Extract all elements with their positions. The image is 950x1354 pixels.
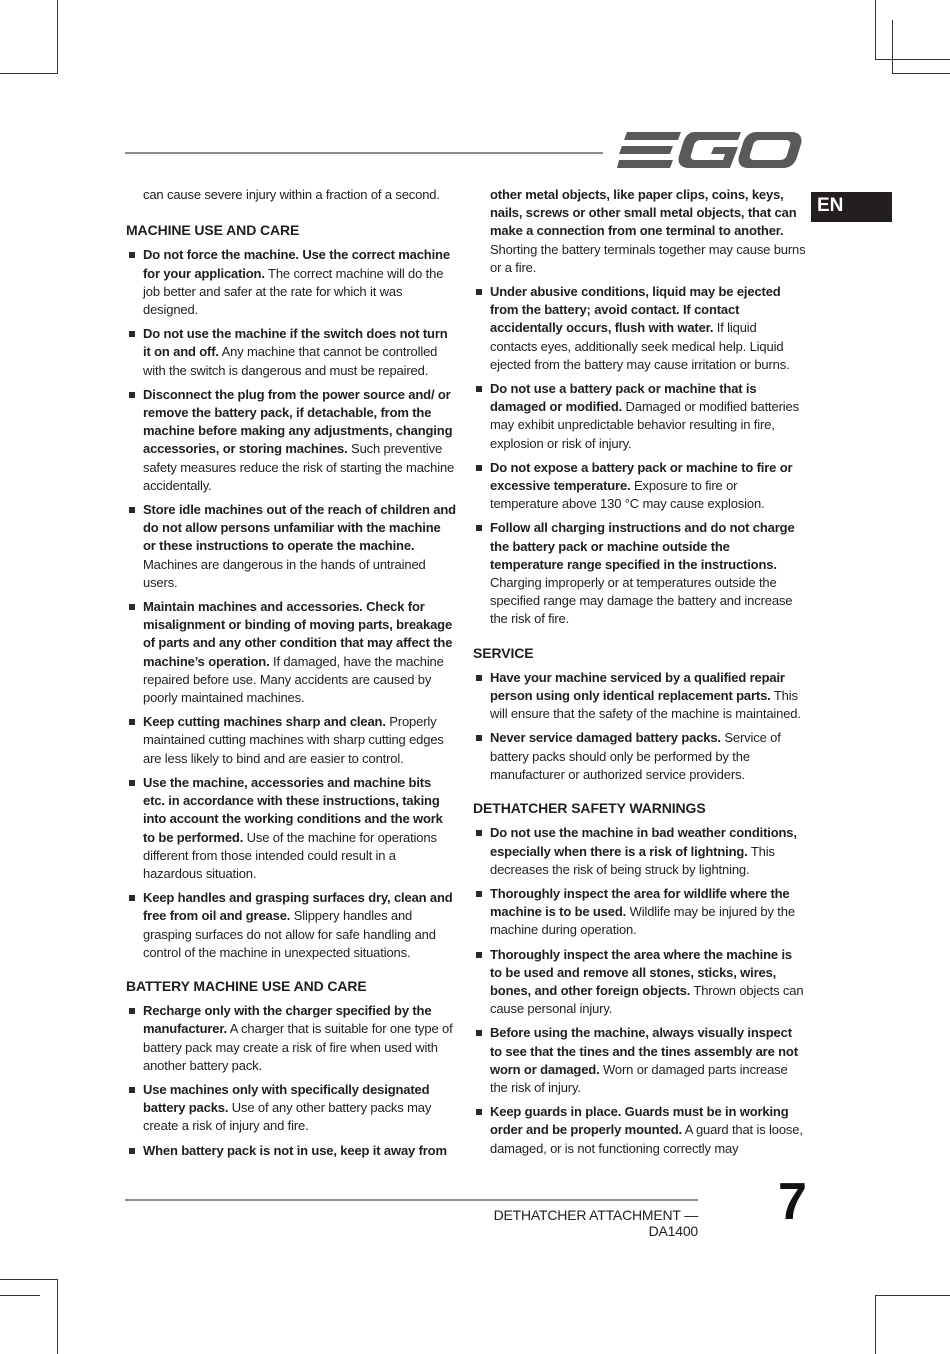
section-title-service: SERVICE [473, 644, 534, 661]
list-item-continued: other metal objects, like paper clips, coins, keys, nails, screws or other small metal objects, that can make a connection from one terminal to another. Shorting the battery terminals together may cause burns or a fire. [490, 187, 806, 275]
list-item: Have your machine serviced by a qualified repair person using only identical replacement parts. This will ensure that the safety of the machine is maintained. [473, 669, 806, 724]
page-number: 7 [778, 1173, 805, 1231]
crop-mark [0, 1295, 40, 1296]
right-column [473, 186, 806, 1173]
footer-title: DETHATCHER ATTACHMENT — DA1400 [493, 1207, 698, 1239]
crop-mark [0, 1279, 58, 1280]
ego-logo-icon [617, 128, 802, 172]
crop-mark [892, 73, 950, 74]
crop-mark [0, 73, 58, 74]
footer-rule [125, 1199, 698, 1201]
language-tab: EN [811, 192, 892, 222]
list-item: Thoroughly inspect the area where the machine is to be used and remove all stones, sticks, wires, bones, and other foreign objects. Thrown objects can cause personal injury. [473, 946, 806, 1019]
list-item: Do not use the machine if the switch does not turn it on and off. Any machine that cannot be controlled with the switch is dangerous and must be repaired. [126, 325, 456, 380]
crop-mark [875, 1295, 876, 1354]
service-list [473, 669, 806, 784]
crop-mark [875, 0, 876, 60]
section-title-dethatcher-warnings: DETHATCHER SAFETY WARNINGS [473, 800, 706, 817]
ego-logo [617, 128, 802, 172]
list-item: Never service damaged battery packs. Service of battery packs should only be performed by the manufacturer or authorized service providers. [473, 729, 806, 784]
list-item: When battery pack is not in use, keep it away from [126, 1142, 456, 1160]
list-item: Maintain machines and accessories. Check for misalignment or binding of moving parts, breakage of parts and any other condition that may affect the machine’s operation. If damaged, have the machine repaired before use. Many accidents are caused by poorly maintained machines. [126, 598, 456, 707]
crop-mark [875, 59, 950, 60]
list-item: Under abusive conditions, liquid may be ejected from the battery; avoid contact. If contact accidentally occurs, flush with water. If liquid contacts eyes, additionally seek medical help. Liquid ejected from the battery may cause irritation or burns. [473, 283, 806, 374]
list-item: Keep handles and grasping surfaces dry, clean and free from oil and grease. Slippery handles and grasping surfaces do not allow for safe handling and control of the machine in unexpected situations. [126, 889, 456, 962]
list-item: Use the machine, accessories and machine bits etc. in accordance with these instructions, taking into account the working conditions and the work to be performed. Use of the machine for operations different from those intended could result in a hazardous situation. [126, 774, 456, 883]
list-item: Do not expose a battery pack or machine to fire or excessive temperature. Exposure to fire or temperature above 130 °C may cause explosion. [473, 459, 806, 514]
list-item: Do not force the machine. Use the correct machine for your application. The correct machine will do the job better and safer at the rate for which it was designed. [126, 246, 456, 319]
list-item: Recharge only with the charger specified by the manufacturer. A charger that is suitable for one type of battery pack may create a risk of fire when used with another battery pack. [126, 1002, 456, 1075]
crop-mark [57, 0, 58, 74]
header-rule [125, 152, 603, 154]
list-item: Keep cutting machines sharp and clean. Properly maintained cutting machines with sharp cutting edges are less likely to bind and are easier to control. [126, 713, 456, 768]
list-item: Do not use the machine in bad weather conditions, especially when there is a risk of lightning. This decreases the risk of being struck by lightning. [473, 824, 806, 879]
list-item: Keep guards in place. Guards must be in working order and be properly mounted. A guard that is loose, damaged, or is not functioning correctly may [473, 1103, 806, 1158]
crop-mark [892, 20, 893, 74]
crop-mark [57, 1279, 58, 1354]
list-item: Before using the machine, always visually inspect to see that the tines and the tines assembly are not worn or damaged. Worn or damaged parts increase the risk of injury. [473, 1024, 806, 1097]
list-item: Use machines only with specifically designated battery packs. Use of any other battery packs may create a risk of injury and fire. [126, 1081, 456, 1136]
list-item: Disconnect the plug from the power source and/ or remove the battery pack, if detachable, from the machine before making any adjustments, changing accessories, or storing machines. Such preventive safety measures reduce the risk of starting the machine accidentally. [126, 386, 456, 495]
dethatcher-warnings-list [473, 824, 806, 1157]
section-title-battery-use: BATTERY MACHINE USE AND CARE [126, 977, 367, 994]
left-column [126, 186, 456, 1175]
list-item: Follow all charging instructions and do not charge the battery pack or machine outside the temperature range specified in the instructions. Charging improperly or at temperatures outside the specified range may damage the battery and increase the risk of fire. [473, 519, 806, 628]
battery-use-list-continued [473, 186, 806, 629]
list-item: Do not use a battery pack or machine that is damaged or modified. Damaged or modified batteries may exhibit unpredictable behavior resulting in fire, explosion or risk of injury. [473, 380, 806, 453]
battery-use-list [126, 1002, 456, 1160]
continued-text: can cause severe injury within a fraction of a second. [143, 187, 440, 202]
section-title-machine-use: MACHINE USE AND CARE [126, 222, 300, 239]
list-item: Store idle machines out of the reach of children and do not allow persons unfamiliar with the machine or these instructions to operate the machine. Machines are dangerous in the hands of untrained users. [126, 501, 456, 592]
machine-use-list [126, 246, 456, 962]
crop-mark [875, 1295, 950, 1296]
list-item: Thoroughly inspect the area for wildlife where the machine is to be used. Wildlife may be injured by the machine during operation. [473, 885, 806, 940]
